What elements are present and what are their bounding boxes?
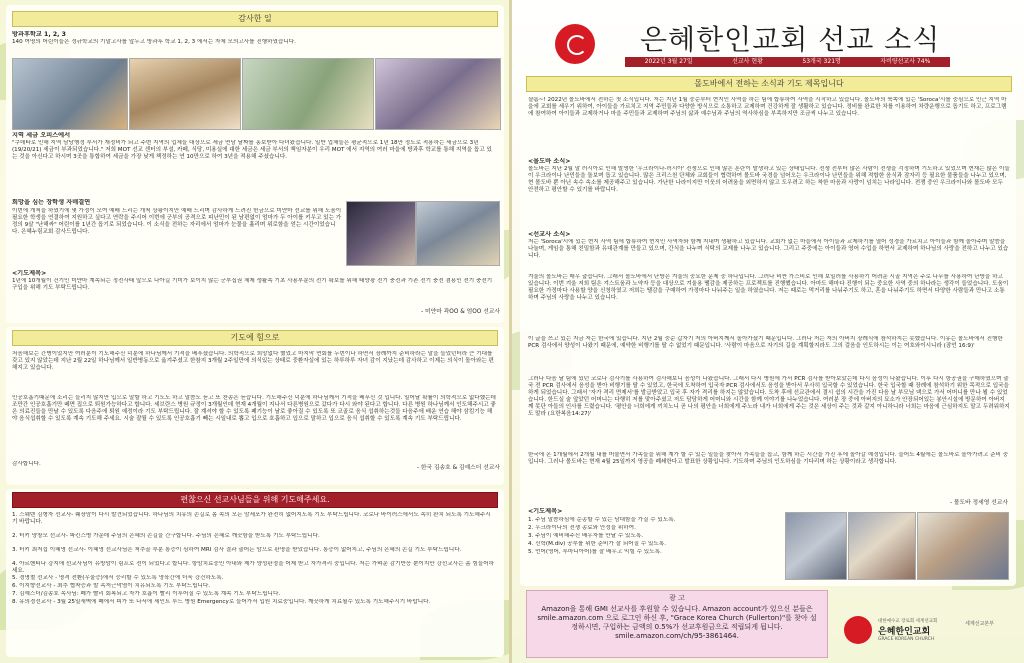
paragraph-mission-3: 이 글을 쓰고 있는 지금 저는 한국에 있습니다. 지난 2월 중순 갑자기 저의 아버지께서 돌아가셨기 때문입니다. 그러나 저는 저의 아버지 장례식에 참석하지는 못했습니다. 이유는 몰도바에서 진행한 PCR 검사에서 양성이 나왔기 때문에, 예약한 비행기를 탈 수 없었기 때문입니다. '사람이 마음으로 자기의 길을 계획할지라도 그의 걸음을 인도하시는 이는 여호와이시니라 (잠언 16:9)' <box>528 336 1003 350</box>
photo-scholarship-1 <box>346 201 416 266</box>
signature-korea: - 한국 김송호 & 김예스더 선교사 <box>416 465 500 471</box>
country-count: 53개국 321명 <box>802 58 841 65</box>
paragraph-scholarship: 이번에 개척을 하였기에 몇 가정이 모여 예배 드리는 개척 상황이지만 예배 드리며 감사하게 드려진 헌금으로 미얀마 선교를 위해 도움이 필요한 학생을 연결하여 지원하고 싶다고 연락을 주시어 이번에 군부의 공격으로 피난민이 된 남편없이 엄마가 두 아이를 키우고 있는 가정의 9살 "난해싸" 어린이를 1년간 돕기로 되었습니다. 이 소식을 전하는 자리에서 엄마가 눈물을 흘리며 위로함을 얻는 시간이었습니다. 은혜누림교회 감사드립니다. <box>12 208 342 236</box>
list-item: 2. 우크라이나의 전쟁 종료와 안정을 위하여. <box>528 525 636 531</box>
issue-date: 2022년 3월 27일 <box>644 58 693 65</box>
ad-text: Amazon을 통해 GMI 선교사를 후원할 수 있습니다. Amazon account가 있으신 분들은 smile.amazon.com 으로 로그인 하신 후, "Grace Korea Church (Fullerton)"를 찾아 설정하시면, 구입하는 금액의 0.5%가 선교후원금으로 적립되게 됩니다. smile.amazon.com/ch/95-3861464. <box>537 605 817 640</box>
list-item: 5. 경명철 선교사 - 명격 전환(우울증)에서 승리할 수 있도록 영육간에 더욱 강건하도록. <box>12 575 224 581</box>
paragraph-mission-2: 겨울의 몰도바는 매우 춥습니다. 그래서 몰도바에서 난방은 겨울의 중요한 문제 중 하나입니다. 그러나 비싼 가스비로 인해 보일러를 사용하기 어려운 시골 지역은 주로 나무를 사용하여 난방을 하고 있습니다. 이번 겨울 저희 팀은 겨스트움과 노약자 등을 대상으로 겨울용 땔감을 제공하는 프로젝트를 진행했습니다. 아마도 해마다 진행이 되는 중요한 사역 중의 하나라는 생각이 들었습니다. 도움이 필요한 가정마다 사용할 양을 신청하였고 저희는 땔감을 구매하여 가정마다 나눠주는 일을 하였습니다. 저는 때로는 먹거리를 나눠주기도 하고, 혼을 나눠주기도 하면서 다양한 사람들과 만나고 소통하며 주님의 사랑을 나누고 있습니다. <box>528 274 1009 302</box>
list-item: 3. 주님이 예비해주신 배우자를 만날 수 있도록. <box>528 533 644 539</box>
list-item: 1. 주님 말씀하심에 순종할 수 있는 담대함을 가질 수 있도록. <box>528 517 676 523</box>
paragraph-tax-office: "쿠데타로 인해 지역 담당행정 부서가 재정비가 되고 주변 지역의 업체들 대상으로 세금 면담 날짜를 홍보받아 다녀왔습니다. 일반 업체들은 평균적으로 1년 18만 정도로 적용하는 세금으로 3년 (19/20/21) 세금이 부과되었습니다." 저희 MOT 선교 센터의 부설, 카페, 식당, 미용실에 대한 세금은 세금 부서의 책임자분이 우리 MOT 에서 지역의 여러 마을에 방과후 학교를 통해 지역을 돕고 있는 것을 아신다고 하시며 3곳을 통합하여 세금을 가장 낮게 책정하는 연 10만으로 하여 3년을 적용해 주셨습니다. <box>12 140 492 161</box>
paragraph-caregiving-2: 인공호흡기때문에 소리는 들리지 않지만 입으로 말할 하고 기도도 하고 말씀도 듣고 또 찬송은 듣습니다. 기도해주신 덕분에 하나님께서 기적을 베푸신 것 입니다. 일어날 확률이 의학적으로 없다했는데 조만간 인공호흡기만 떼면 집으로 퇴원가능하다고 합니다. 세브란스 병원 규정이 3개월인데 현재 4개월이 지나서 다른병원으로 갔다가 다시 와야 된다고 합니다. 다른 병원 하나님께서 인도해주시고 좋은 의료진들을 만날 수 있도록 다음주에 퇴원 예정이라 기도 부탁드립니다. 잘 계셔야 할 수 있도록 폐기능이 날로 좋아질 수 있도록 또 코골로 음식 섭취하는것들 다음주에 배운 연습 해야 삼킴기능 해야 음식섭취할 수 있도록 계속 기도해 주세요. 시술 잘될 수 있도록 인공호흡기 빼는 시일내로 뽑고 입으로 호흡하고 입으로 말하고 입으로 음식 섭취할 수 있도록 계속 기도 부탁드립니다. <box>12 395 496 423</box>
photo-classroom-2 <box>129 58 241 130</box>
brand-org: 대한예수교 장로회 세계선교회 <box>878 619 938 624</box>
footer-brand <box>878 618 958 642</box>
advertisement-box <box>526 590 828 658</box>
section-header-sick-missionaries: 편찮으신 선교사님들을 위해 기도해주세요. <box>12 492 498 508</box>
paragraph-caregiving-1: 처음해보는 간병이었지만 여러분이 기도해주신 덕분에 하나님께서 기적을 베푸셨습니다. 의학적으로 희망없다 했었고 마지막 면회를 두번이나 하면서 장례까지 준비하라는 말을 들었던터라 큰 기대를 갖고 있지 않았는데 지난 2월 22일 하나님께서 일반병동으로 옮겨주셨고 한참지 3개월 2주일만에 의식있는 상태로 중환자실에 있는 하루하루 자녀 감이 지났는데 감사하고 이제는 의식이 돌아와는 편해지고 있습니다. <box>12 351 494 372</box>
brand-name: 은혜한인교회 <box>878 627 931 637</box>
paragraph-mission-5: 한국에 온 1개월에서 2개월 내를 머물면서 가족들을 위해 계가 할 수 있는 일들을 찾아서 가족들을 돕고, 함께 하는 시간을 가진 후에 돌아갈 예정입니다. 늘어도 4월에는 몰도바로 돌아가려고 준비 중입니다. 그러나 몰도바는 현재 4월 25일까지 영공을 폐쇄한다고 발표한 상황입니다. 기도하며 주님의 인도하심을 기다리며 하는 상황이라고 생각합니다. <box>528 452 1009 466</box>
list-item: 7. 김예스더/김송호 목사님: 폐가 빨리 회복되고 자가 호흡이 빨리 이루어질 수 있도록 계속 기도 부탁드립니다. <box>12 591 281 597</box>
list-item: 4. 신학(M.div) 공부를 위한 준비가 잘 되어질 수 있도록. <box>528 541 666 547</box>
section-header-prayer-power: 기도에 힘으로 <box>12 330 498 346</box>
sick-missionaries-list <box>12 512 496 614</box>
list-item: 4. 아르헨티나 강지애 선교사님이 유방암이 림프로 전이 되었다고 합니다. 항암치료중인 아내와 제가 양성판정을 어제 받고 자가격리 중입니다. 저는 가벼운 감기반응 뿐이지만 강선교사는 좀 힘들어하세요. <box>12 561 495 575</box>
subheading-afterschool: 방과후학교 1, 2, 3 <box>12 31 66 38</box>
section-header-thanks: 감사한 일 <box>12 11 498 27</box>
photo-scholarship-2 <box>416 201 500 266</box>
church-footer-logo-icon <box>844 616 872 644</box>
photo-classroom-3 <box>242 58 374 130</box>
paragraph-mission-4: 그러나 다음 날 팀에 있던 코로나 검사기를 사용하여 검사해보니 음성이 나왔습니다. 그래서 다시 병원에 가서 PCR 검사를 받아보았는데 다시 음성이 나왔습니다. 이후 다시 항공권을 구매하였으며 출국 전 PCR 검사에서 음성을 받아 비행기를 탈 수 있었고, 한국에 도착하여 입국자 PCR 검사에서도 음성을 받아서 무사히 입국할 수 있었습니다. 한국 입국할 때 장례에 참석하기 위한 목적으로 입국을 하게 되었습니다. 그래서 '자가 격리 면제서'를 발급받았고 입국 후 자가 격리를 하지는 않았습니다. 도착 후에 선교관에서 결시 쉼의 시간을 가진 다음 날 부모님 댁으로 가서 어머니를 만나 뵐 수 있었습니다. 한드실 술 앞았던 어머니는 다행히 저를 맞아주셨고 저도 담담하게 어머니와 시간을 함께 이야기를 나누었습니다. 여러분 장 중에 아버지의 묘소가 안장되어있는 봉안시설에 방문하여 아버지께 못단 아들의 인사를 드렸습니다. '평안을 너희에게 끼치노니 곧 나의 평안을 너희에게 주노라 내가 너희에게 주는 것은 세상이 주는 것과 같지 아니하니라 너희는 마음에 근심하지도 말고 두려워하지도 말라 (요한복음14:27)' <box>528 376 1010 418</box>
subheading-prayer-right: <기도제목> <box>528 508 563 515</box>
subheading-prayer-left: <기도제목> <box>12 270 47 277</box>
subheading-tax-office: 지역 세금 오피스에서 <box>12 132 71 139</box>
subheading-scholarship: 희망을 심는 장학생 자매결연 <box>12 199 91 206</box>
paragraph-prayer-left: 1년에 10개월이 건기인 미얀마 계속되는 정전사태 앞으로 나아길 기미가 보이지 않는 군부집권 체제 생활속 기초 사용부분의 전기 확보를 위해 태양광 전기 충전과 기존 전기 충전 겸용인 전기 충전기 구입을 위해 기도 부탁드립니다. <box>12 278 493 292</box>
list-item: 3. 터키 최저섭 이혜영 선교사- 이혜영 선교사님은 척추골 부분 통증이 심하여 MRI 검사 결과 출어든 암으로 판명을 받았습니다. 통증이 없어지고, 주님의 은혜의 손길 기도 부탁드립니다. <box>12 547 462 553</box>
brand-mission: 세계선교본부 <box>965 621 994 627</box>
section-header-moldova: 몰도바에서 전하는 소식과 기도 제목입니다 <box>526 76 1012 92</box>
photo-moldova-3 <box>917 512 1009 580</box>
newsletter-title: 은혜한인교회 선교 소식 <box>640 23 941 56</box>
brand-sub: GRACE KOREAN CHURCH <box>878 637 935 642</box>
list-item: 6. 이지향선교사 - 최추 협착증과 발 족저근막염이 치유되도록 기도 부탁드립니다. <box>12 583 211 589</box>
photo-moldova-2 <box>848 512 916 580</box>
missionary-status-label: 선교사 현황 <box>732 58 763 65</box>
list-item: 5. 언어(영어, 루마니아어)를 잘 배우고 익힐 수 있도록. <box>528 549 662 555</box>
prayer-list <box>528 517 778 557</box>
paragraph-moldova-news: 몰도바는 지난 2월 말 러시아로 인해 발생한 '우크라이나-러시아' 전쟁으로 인해 많은 혼란이 발생하고 있는 상태입니다. 전쟁 전부터 많은 사람이 전쟁을 걱정하며 기도하고 있었으며 현재는 많은 이들이 우크라이나 난민들을 돌보며 돕고 있습니다. 많은 크리스천 단체와 교회들이 협력하여 몰도바 국경을 넘어오는 우크라이나 난민들을 위해 적합한 음식과 잠자리 등 필요한 물품들을 나누고 있으며, 현 몰도바 뿐 아닌 속수 속소를 제공해주고 있습니다. 가난한 나라이지만 이웃의 어려움을 외면하지 않고 도우려고 하는 착한 마음과 사랑이 넘치는 나라입니다. 전쟁 중인 우크라이나와 몰도바 모두 안전하고 평안할 수 있기를 바랍니다. <box>528 166 1010 194</box>
self-support-ratio: 자비량선교사 74% <box>880 58 931 65</box>
paragraph-thanks: 감사합니다. <box>12 461 41 467</box>
photo-classroom-1 <box>12 58 128 130</box>
list-item: 8. 유의경선교사 - 3월 25일새벽에 폐에서 피가 또 나서에 세인트 루드 병원 Emergency로 들어가서 입원 치료중입니다. 깨끗하게 치료될수 있도록 기도해주시기 바랍니다. <box>12 599 431 605</box>
signature-moldova: - 몰도바 정세영 선교사 <box>949 500 1008 506</box>
ad-title: 광 고 <box>669 594 685 602</box>
church-logo-mark-icon <box>567 35 587 55</box>
subheading-missionary-news: <선교사 소식> <box>528 231 571 238</box>
signature-myanmar: - 미얀마 곽OO & 엄OO 선교사 <box>421 309 500 315</box>
subheading-moldova-news: <몰도바 소식> <box>528 158 571 165</box>
paragraph-intro: 샬롬~! 2022년 몰도바에서 전하는 첫 소식입니다. 저는 지난 1월 중순부터 현지인 사역을 하는 팀에 합류하여 사역을 시작하고 있습니다. 몰도바의 북쪽에 있는 'Soroca'시를 중심으로 인근 지역 마을에 교회를 세우기 위하여, 아이들을 가르치고 지역 주민들과 다양한 방식으로 소통하고 교제하며 건강하게 잘 생활하고 있습니다. 정비를 완료한 차를 이용하여 차량운행으로 돕기도 하고, 프로그램에 참여하여 아이들과 교제하거나 마을 주민들과 교제하며 주님의 삶과 예수님과 주님의 역사하심을 부족하지만 조금씩 나누고 있습니다. <box>528 97 1007 118</box>
paragraph-afterschool: 140 여명의 어린이들은 정규학교의 기말고사를 앞두고 방과후 학교 1, 2, 3 에서는 자체 모의고사를 진행하였습니다. <box>12 39 296 45</box>
photo-classroom-4 <box>375 58 501 130</box>
photo-moldova-1 <box>785 512 847 580</box>
paragraph-mission-1: 저는 'Soroca'시에 있는 현지 사역 팀에 합류하여 현지인 사역자와 함께 지내며 생활하고 있습니다. 교회가 없는 마을에서 아이들과 교제하기를 열어 성경을 가르치고 아이들과 함께 놀아주며 말씀을 나눌며, 게임을 통해 친밀함과 유대관계를 만들고 있으며, 간식을 나누며 식탁의 교제를 나누고 있습니다. 그리고 주중에는 아이들과 영어 수업을 하면서 교제하며 하나님의 사랑을 전하고 나누고 있습니다. <box>528 239 1009 260</box>
list-item: 1. 스웨덴 김형자 선교사- 췌장암이 다시 발견되었습니다. 하나님의 치유의 손길로 몸 속의 모든 암세포가 완전히 없어지도록 기도 부탁드립니다. 코로나 바이러스에서도 속히 완치 되도록 기도해주시기 바랍니다. <box>12 512 491 526</box>
list-item: 2. 터키 양창모 선교사- 파킨스병 가운데 주님의 은혜의 손길을 간구합니다. 주님의 은혜로 깨끗함을 받도록 기도 부탁드립니다. <box>12 533 320 539</box>
masthead-info-bar <box>625 57 950 67</box>
